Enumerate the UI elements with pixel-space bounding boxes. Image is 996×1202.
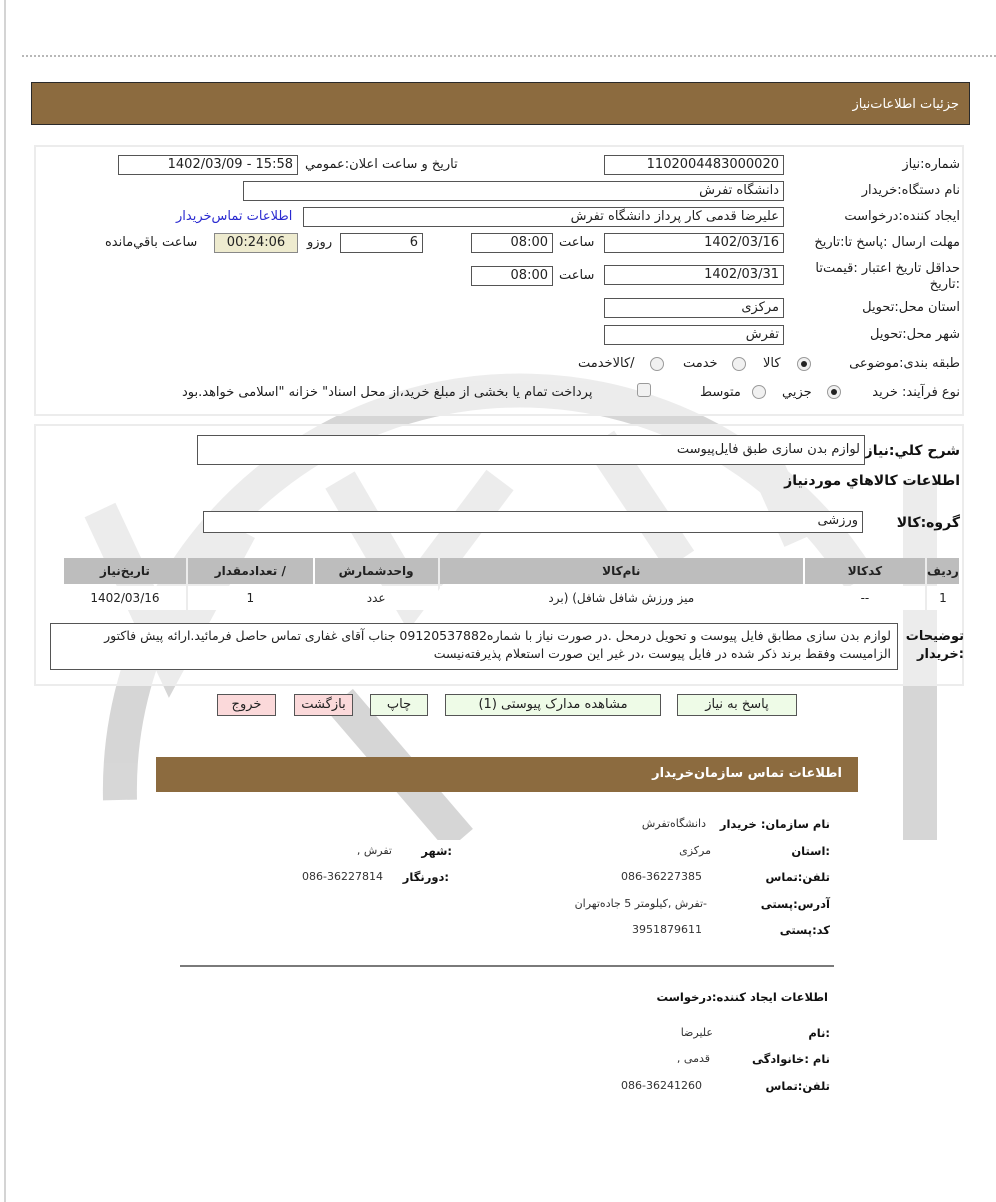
col-unit: واحدشمارش [315, 558, 438, 584]
col-item-name: نام‌کالا [440, 558, 803, 584]
remaining-time-field: 00:24:06 [214, 233, 298, 253]
cell-quantity: 1 [188, 586, 313, 610]
city-label: شهر محل:تحویل [870, 327, 960, 342]
col-quantity: / تعدادمقدار [188, 558, 313, 584]
requester-field[interactable]: علیرضا قدمی کار پرداز دانشگاه تفرش [303, 207, 784, 227]
fax-label: :دورنگار [402, 870, 449, 884]
process-radio-minor[interactable] [827, 385, 841, 399]
col-row-number: رديف [927, 558, 959, 584]
deadline-time-field[interactable]: 08:00 [471, 233, 553, 253]
validity-time-field[interactable]: 08:00 [471, 266, 553, 286]
org-name-label: نام سازمان: خریدار [719, 817, 830, 831]
requester-phone-value: 086-36241260 [621, 1079, 702, 1092]
requester-phone-label: تلفن:تماس [765, 1079, 830, 1093]
announce-date-label: تاریخ و ساعت اعلان:عمومي [305, 157, 458, 172]
validity-date-field[interactable]: 1402/03/31 [604, 265, 784, 285]
reply-button[interactable]: پاسخ به نیاز [677, 694, 797, 716]
first-name-label: :نام [808, 1026, 830, 1040]
need-number-label: شماره:نیاز [902, 157, 960, 172]
buyer-notes-label-1: توضیحات [905, 629, 964, 644]
back-button[interactable]: بازگشت [294, 694, 353, 716]
province-field[interactable]: مرکزی [604, 298, 784, 318]
top-dotted-divider [22, 55, 996, 57]
fax-value: 086-36227814 [302, 870, 383, 883]
last-name-value: قدمی , [676, 1052, 710, 1065]
summary-label: شرح کلي:نیاز [864, 443, 960, 459]
deadline-date-field[interactable]: 1402/03/16 [604, 233, 784, 253]
process-radio-medium[interactable] [752, 385, 766, 399]
city-contact-label: :شهر [421, 844, 452, 858]
buyer-notes-label-2: :خریدار [917, 647, 964, 662]
category-option-goods: کالا [763, 356, 781, 371]
need-number-field[interactable]: 1102004483000020 [604, 155, 784, 175]
details-header-bar [31, 82, 970, 125]
print-button[interactable]: چاپ [370, 694, 428, 716]
city-field[interactable]: تفرش [604, 325, 784, 345]
treasury-checkbox-label: پرداخت تمام یا بخشی از مبلغ خرید،از محل اسناد" خزانه "اسلامی خواهد.بود [182, 385, 593, 400]
remaining-label: ساعت باقي‌مانده [105, 235, 198, 250]
deadline-label: مهلت ارسال :پاسخ تا:تاریخ [814, 235, 960, 250]
phone-contact-label: تلفن:تماس [765, 870, 830, 884]
cell-item-name: میز ورزش شافل شافل) (برد [440, 586, 803, 610]
category-label: طبقه بندی:موضوعی [849, 356, 960, 371]
buyer-notes-field[interactable]: لوازم بدن سازی مطابق فایل پیوست و تحویل درمحل .در صورت نیاز با شماره09120537882 جناب آقای غفاری تماس حاصل فرمائید.ارائه پیش فاکتور الزامیست وفقط برند ذکر شده در فایل پیوست ،در غیر این صورت استعلام پذیرفته‌نیست [50, 623, 898, 670]
validity-label-line1: حداقل تاریخ اعتبار :قیمت‌تا [815, 261, 960, 276]
table-row[interactable] [64, 586, 959, 610]
process-label: نوع فرآیند: خرید [872, 385, 960, 400]
goods-table-header-row [64, 558, 959, 584]
category-option-service: خدمت [683, 356, 718, 371]
process-option-minor: جزيي [782, 385, 812, 400]
category-radio-goods[interactable] [797, 357, 811, 371]
treasury-checkbox[interactable] [637, 383, 651, 397]
org-name-value: دانشگاه‌تفرش [641, 817, 706, 830]
view-attachments-button[interactable]: مشاهده مدارک پیوستی (1) [445, 694, 661, 716]
goods-group-label: گروه:کالا [896, 515, 960, 531]
address-label: آدرس:پستی [760, 897, 830, 911]
page-left-border [4, 0, 6, 1202]
requester-label: ایجاد کننده:درخواست [844, 209, 960, 224]
days-label: روزو [307, 235, 333, 250]
category-radio-goods-service[interactable] [650, 357, 664, 371]
cell-row-number: 1 [927, 586, 959, 610]
postal-code-value: 3951879611 [632, 923, 702, 936]
category-option-goods-service: /کالاخدمت [578, 356, 635, 371]
buyer-org-field[interactable]: دانشگاه تفرش [243, 181, 784, 201]
province-label: استان محل:تحویل [862, 300, 960, 315]
buyer-contact-header-bar [156, 757, 858, 792]
deadline-time-label: ساعت [559, 235, 595, 250]
province-contact-value: مرکزی [679, 844, 711, 857]
validity-time-label: ساعت [559, 268, 595, 283]
goods-section-title: اطلاعات کالاهاي موردنیاز [784, 473, 960, 489]
summary-field[interactable]: لوازم بدن سازی طبق فایل‌پیوست [197, 435, 865, 465]
province-contact-label: :استان [791, 844, 830, 858]
city-contact-value: تفرش , [356, 844, 392, 857]
details-header-title: جزئیات اطلاعات‌نیاز [852, 97, 959, 112]
section-divider [180, 965, 834, 967]
postal-code-label: کد:پستی [779, 923, 830, 937]
announce-date-field[interactable]: 1402/03/09 - 15:58 [118, 155, 298, 175]
goods-table [62, 556, 961, 612]
first-name-value: علیرضا [680, 1026, 713, 1039]
phone-contact-value: 086-36227385 [621, 870, 702, 883]
buyer-contact-title: اطلاعات تماس سازمان‌خریدار [652, 766, 842, 781]
requester-info-title: اطلاعات ایجاد کننده:درخواست [656, 990, 828, 1004]
last-name-label: نام :خانوادگی [752, 1052, 830, 1066]
col-item-code: کدکالا [805, 558, 925, 584]
exit-button[interactable]: خروج [217, 694, 276, 716]
deadline-days-field[interactable]: 6 [340, 233, 423, 253]
buyer-org-label: نام دستگاه:خریدار [861, 183, 960, 198]
address-value: -تفرش ,کیلومتر 5 جاده‌تهران [574, 897, 707, 910]
buyer-contact-link[interactable]: اطلاعات تماس‌خریدار [176, 209, 293, 224]
validity-label-line2: :تاریخ [929, 277, 960, 292]
goods-group-field[interactable]: ورزشی [203, 511, 863, 533]
cell-item-code: -- [805, 586, 925, 610]
process-option-medium: متوسط [700, 385, 741, 400]
cell-unit: عدد [315, 586, 438, 610]
cell-need-date: 1402/03/16 [64, 586, 186, 610]
category-radio-service[interactable] [732, 357, 746, 371]
col-need-date: تاریخ‌نیاز [64, 558, 186, 584]
